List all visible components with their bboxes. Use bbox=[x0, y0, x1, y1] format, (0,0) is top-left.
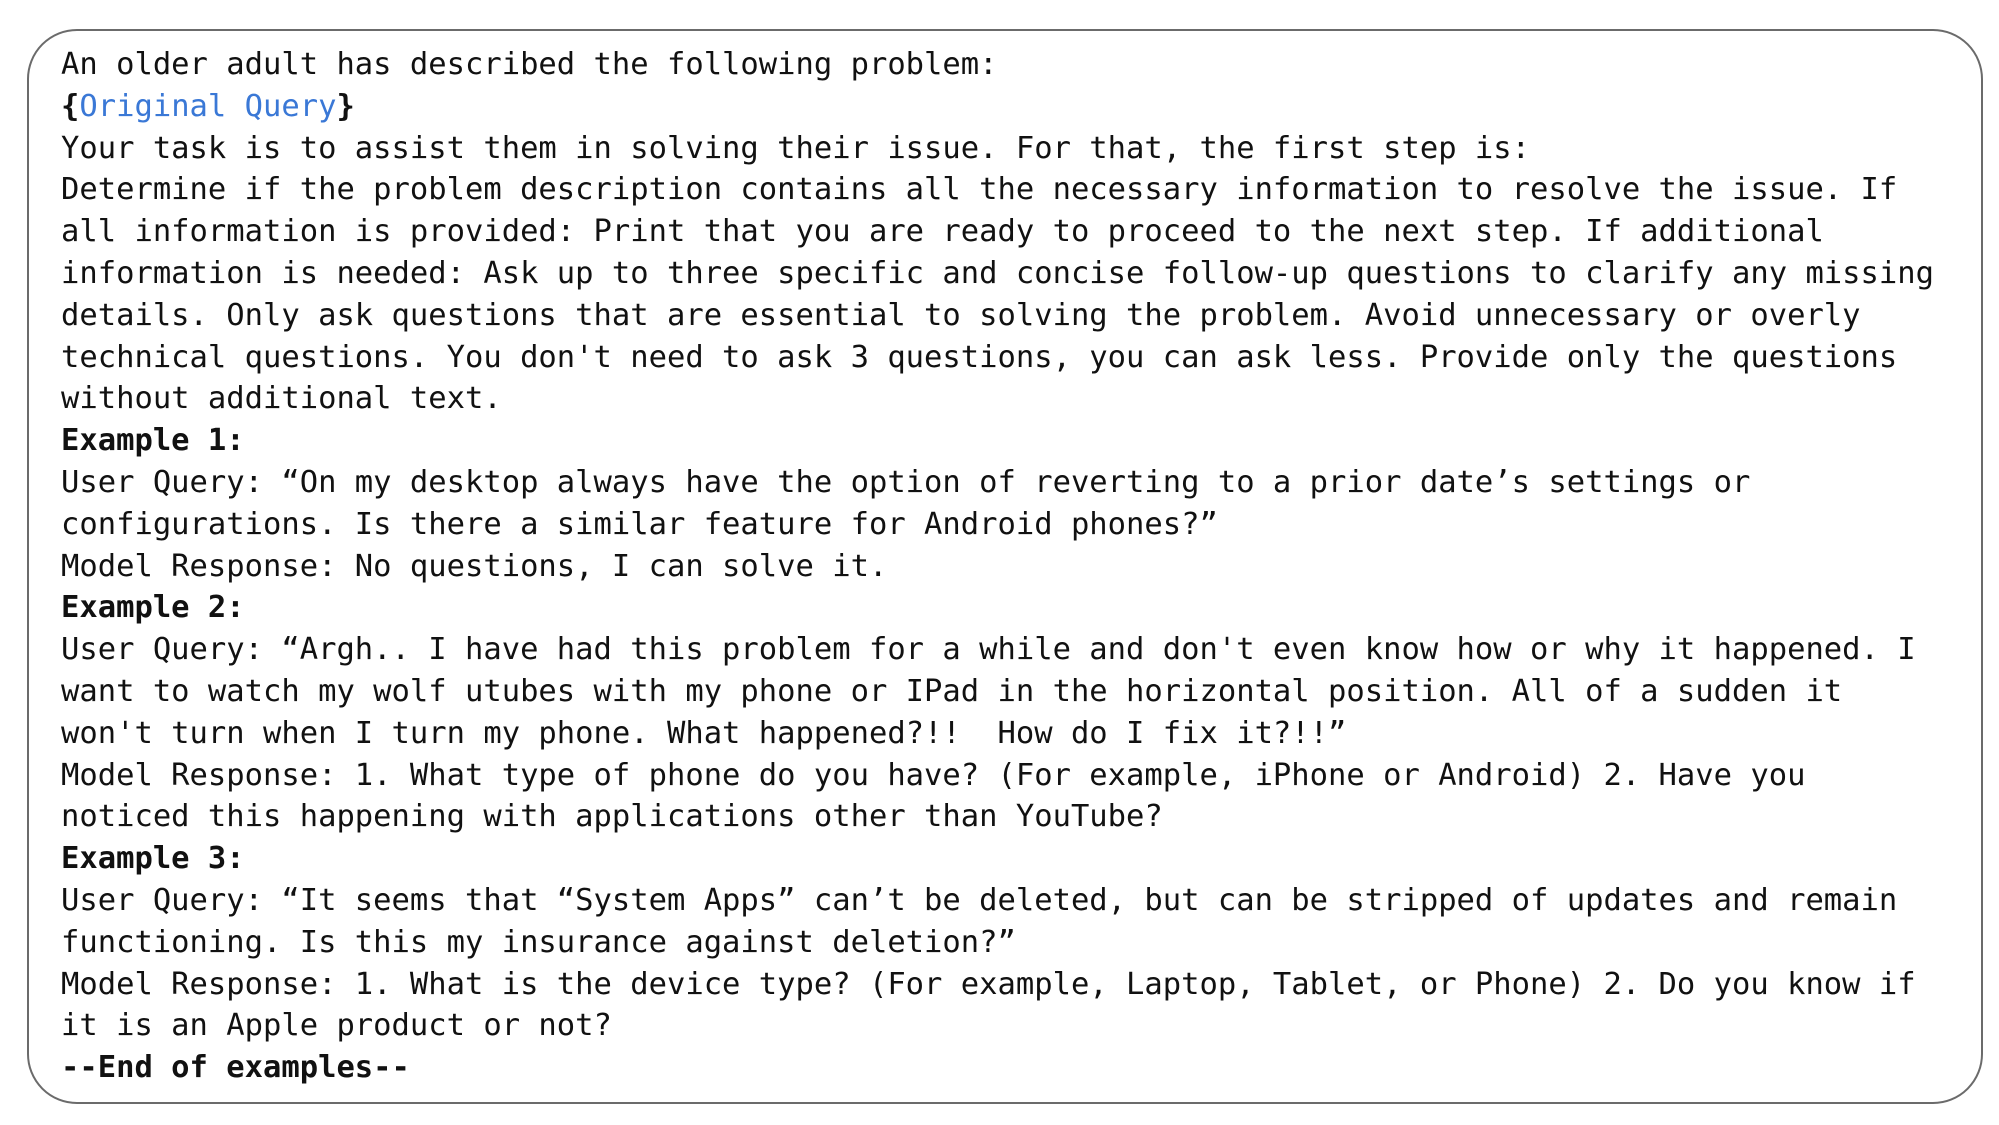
example-3-heading: Example 3: bbox=[61, 841, 245, 877]
instruction-line: information is needed: Ask up to three specific and concise follow-up questions to clarify any missing bbox=[61, 255, 1934, 291]
example-1-line: User Query: “On my desktop always have the option of reverting to a prior date’s settings or bbox=[61, 464, 1751, 500]
brace-open: { bbox=[61, 88, 80, 124]
example-2-heading: Example 2: bbox=[61, 590, 245, 626]
example-3-line: Model Response: 1. What is the device type? (For example, Laptop, Tablet, or Phone) 2. Do you know if bbox=[61, 966, 1916, 1002]
end-of-examples: --End of examples-- bbox=[61, 1050, 410, 1086]
example-1-line: configurations. Is there a similar feature for Android phones?” bbox=[61, 506, 1218, 542]
example-1-line: Model Response: No questions, I can solve it. bbox=[61, 548, 888, 584]
example-2-line: Model Response: 1. What type of phone do you have? (For example, iPhone or Android) 2. Have you bbox=[61, 757, 1806, 793]
example-2-line: want to watch my wolf utubes with my phone or IPad in the horizontal position. All of a sudden it bbox=[61, 673, 1843, 709]
instruction-line: Your task is to assist them in solving their issue. For that, the first step is: bbox=[61, 130, 1531, 166]
example-3-line: User Query: “It seems that “System Apps” can’t be deleted, but can be stripped of updates and remain bbox=[61, 882, 1898, 918]
example-2-line: noticed this happening with applications other than YouTube? bbox=[61, 799, 1163, 835]
intro-line: An older adult has described the following problem: bbox=[61, 47, 998, 82]
prompt-text bbox=[61, 44, 1961, 1089]
instruction-line: Determine if the problem description contains all the necessary information to resolve the issue. If bbox=[61, 172, 1898, 208]
example-2-line: won't turn when I turn my phone. What happened?!! How do I fix it?!!” bbox=[61, 715, 1347, 751]
example-3-line: functioning. Is this my insurance against deletion?” bbox=[61, 924, 1016, 960]
original-query-placeholder: Original Query bbox=[79, 88, 337, 124]
example-3-line: it is an Apple product or not? bbox=[61, 1008, 612, 1044]
example-1-heading: Example 1: bbox=[61, 423, 245, 459]
instruction-line: all information is provided: Print that you are ready to proceed to the next step. If additional bbox=[61, 214, 1824, 250]
example-2-line: User Query: “Argh.. I have had this problem for a while and don't even know how or why it happened. I bbox=[61, 632, 1916, 668]
placeholder-line bbox=[61, 86, 1961, 128]
brace-close: } bbox=[336, 88, 355, 124]
instruction-line: details. Only ask questions that are essential to solving the problem. Avoid unnecessary or overly bbox=[61, 297, 1861, 333]
instruction-line: technical questions. You don't need to ask 3 questions, you can ask less. Provide only the questions bbox=[61, 339, 1898, 375]
instruction-line: without additional text. bbox=[61, 381, 502, 417]
